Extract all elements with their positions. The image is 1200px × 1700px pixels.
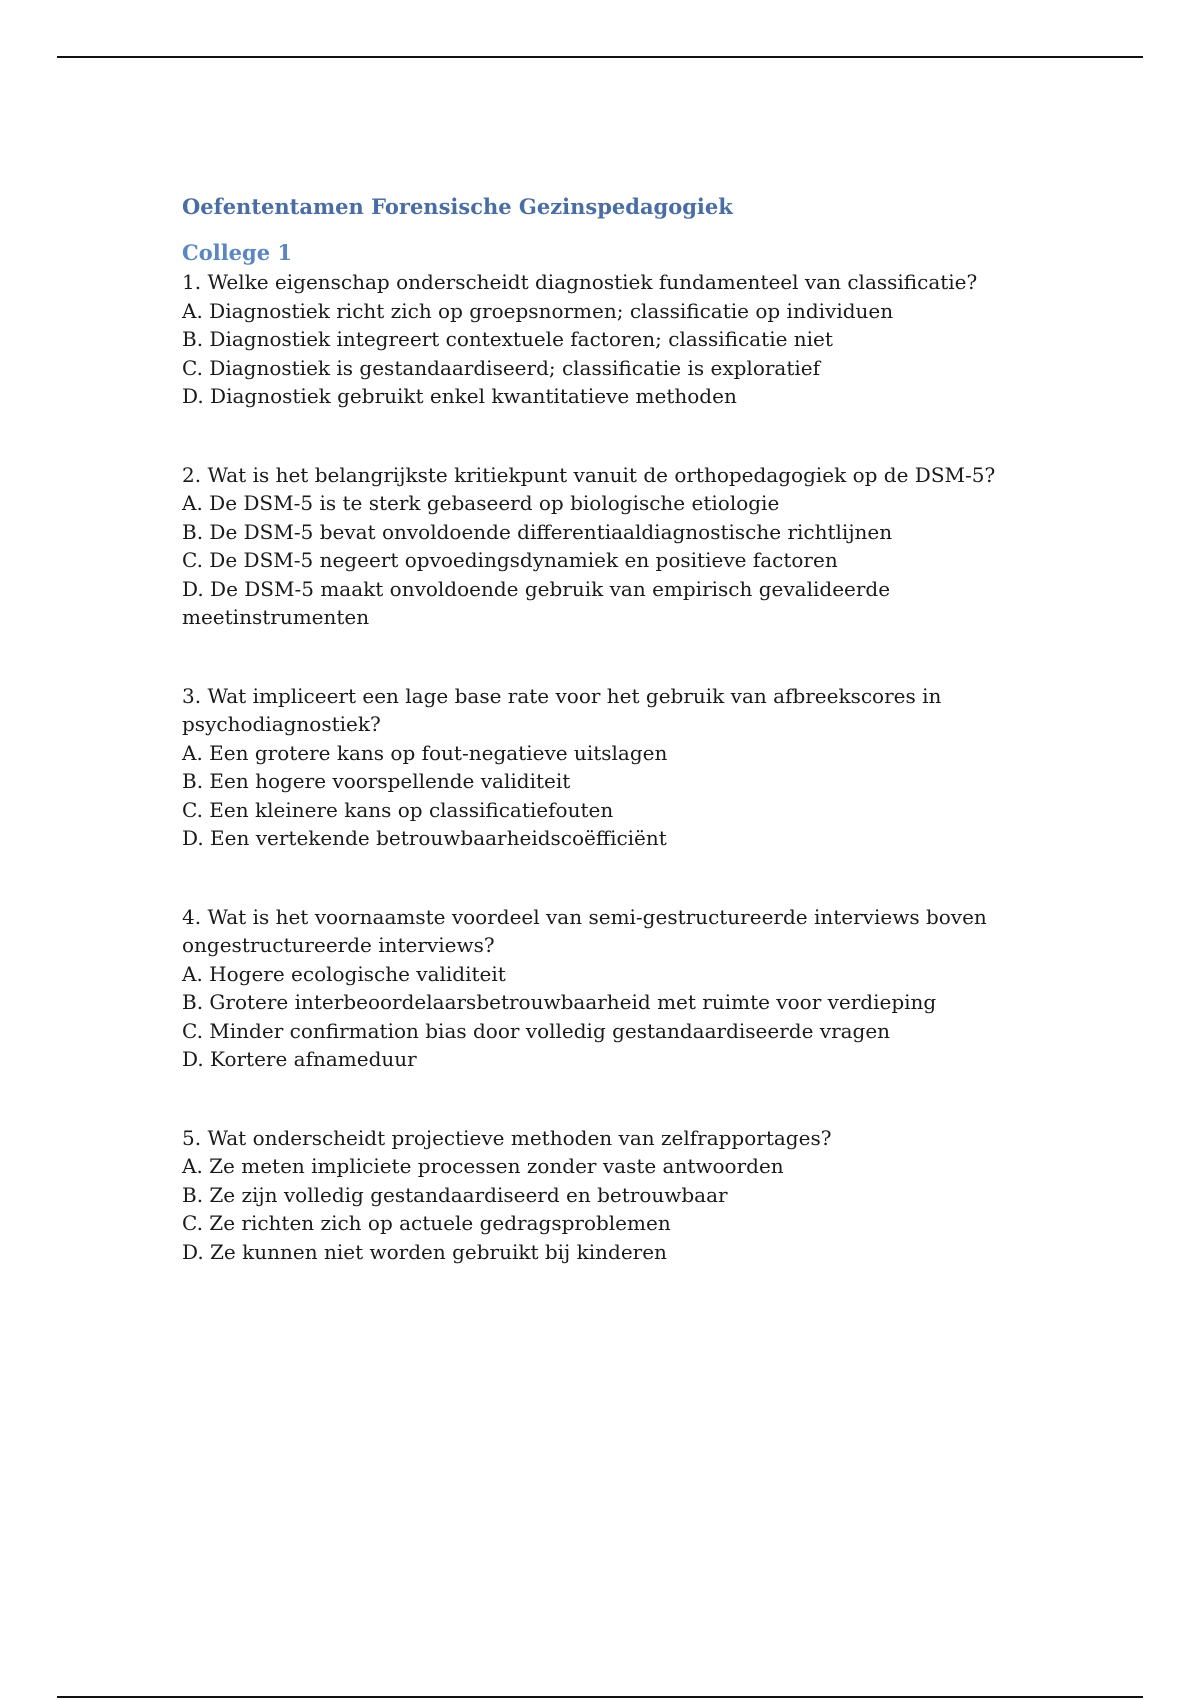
answer-options	[182, 297, 1082, 411]
answer-option: D. Diagnostiek gebruikt enkel kwantitatieve methoden	[182, 384, 737, 408]
question-text: 5. Wat onderscheidt projectieve methoden van zelfrapportages?	[182, 1125, 832, 1150]
question-4	[182, 903, 1082, 1074]
answer-option: A. Hogere ecologische validiteit	[182, 961, 506, 986]
section-heading: College 1	[182, 240, 293, 265]
bottom-rule	[57, 1696, 1143, 1698]
answer-option: A. Een grotere kans op fout-negatieve uitslagen	[182, 740, 668, 765]
answer-option: C. Minder confirmation bias door volledig gestandaardiseerde vragen	[182, 1018, 891, 1043]
answer-option: B. Ze zijn volledig gestandaardiseerd en betrouwbaar	[182, 1182, 728, 1207]
answer-options	[182, 1152, 1082, 1266]
question-text: 3. Wat impliceert een lage base rate voor het gebruik van afbreekscores in psychodiagnostiek?	[182, 683, 942, 736]
answer-option: A. Diagnostiek richt zich op groepsnormen; classificatie op individuen	[182, 298, 894, 323]
document-title: Oefententamen Forensische Gezinspedagogiek	[182, 194, 733, 219]
question-text: 2. Wat is het belangrijkste kritiekpunt vanuit de orthopedagogiek op de DSM-5?	[182, 462, 996, 487]
answer-option: B. Diagnostiek integreert contextuele factoren; classificatie niet	[182, 327, 833, 351]
question-3	[182, 682, 1082, 853]
question-5	[182, 1124, 1082, 1267]
answer-option: D. Kortere afnameduur	[182, 1047, 417, 1071]
question-1	[182, 268, 1082, 411]
answer-option: B. Een hogere voorspellende validiteit	[182, 769, 571, 793]
answer-options	[182, 489, 1082, 632]
answer-option: C. Diagnostiek is gestandaardiseerd; classificatie is exploratief	[182, 355, 821, 380]
document-body	[182, 190, 1082, 1266]
answer-option: D. Ze kunnen niet worden gebruikt bij kinderen	[182, 1239, 667, 1264]
answer-option: D. Een vertekende betrouwbaarheidscoëfficiënt	[182, 826, 667, 850]
answer-options	[182, 739, 1082, 853]
answer-option: A. De DSM-5 is te sterk gebaseerd op biologische etiologie	[182, 491, 780, 515]
question-text: 4. Wat is het voornaamste voordeel van semi-gestructureerde interviews boven ongestructureerde interviews?	[182, 904, 987, 957]
answer-options	[182, 960, 1082, 1074]
answer-option: A. Ze meten impliciete processen zonder vaste antwoorden	[182, 1154, 784, 1178]
question-2	[182, 461, 1082, 632]
answer-option: B. Grotere interbeoordelaarsbetrouwbaarheid met ruimte voor verdieping	[182, 990, 937, 1014]
answer-option: C. Ze richten zich op actuele gedragsproblemen	[182, 1211, 671, 1235]
answer-option: C. Een kleinere kans op classificatiefouten	[182, 797, 614, 822]
question-text: 1. Welke eigenschap onderscheidt diagnostiek fundamenteel van classificatie?	[182, 270, 978, 294]
answer-option: B. De DSM-5 bevat onvoldoende differentiaaldiagnostische richtlijnen	[182, 519, 893, 544]
top-rule	[57, 56, 1143, 58]
answer-option: D. De DSM-5 maakt onvoldoende gebruik van empirisch gevalideerde meetinstrumenten	[182, 576, 891, 629]
answer-option: C. De DSM-5 negeert opvoedingsdynamiek en positieve factoren	[182, 548, 838, 572]
